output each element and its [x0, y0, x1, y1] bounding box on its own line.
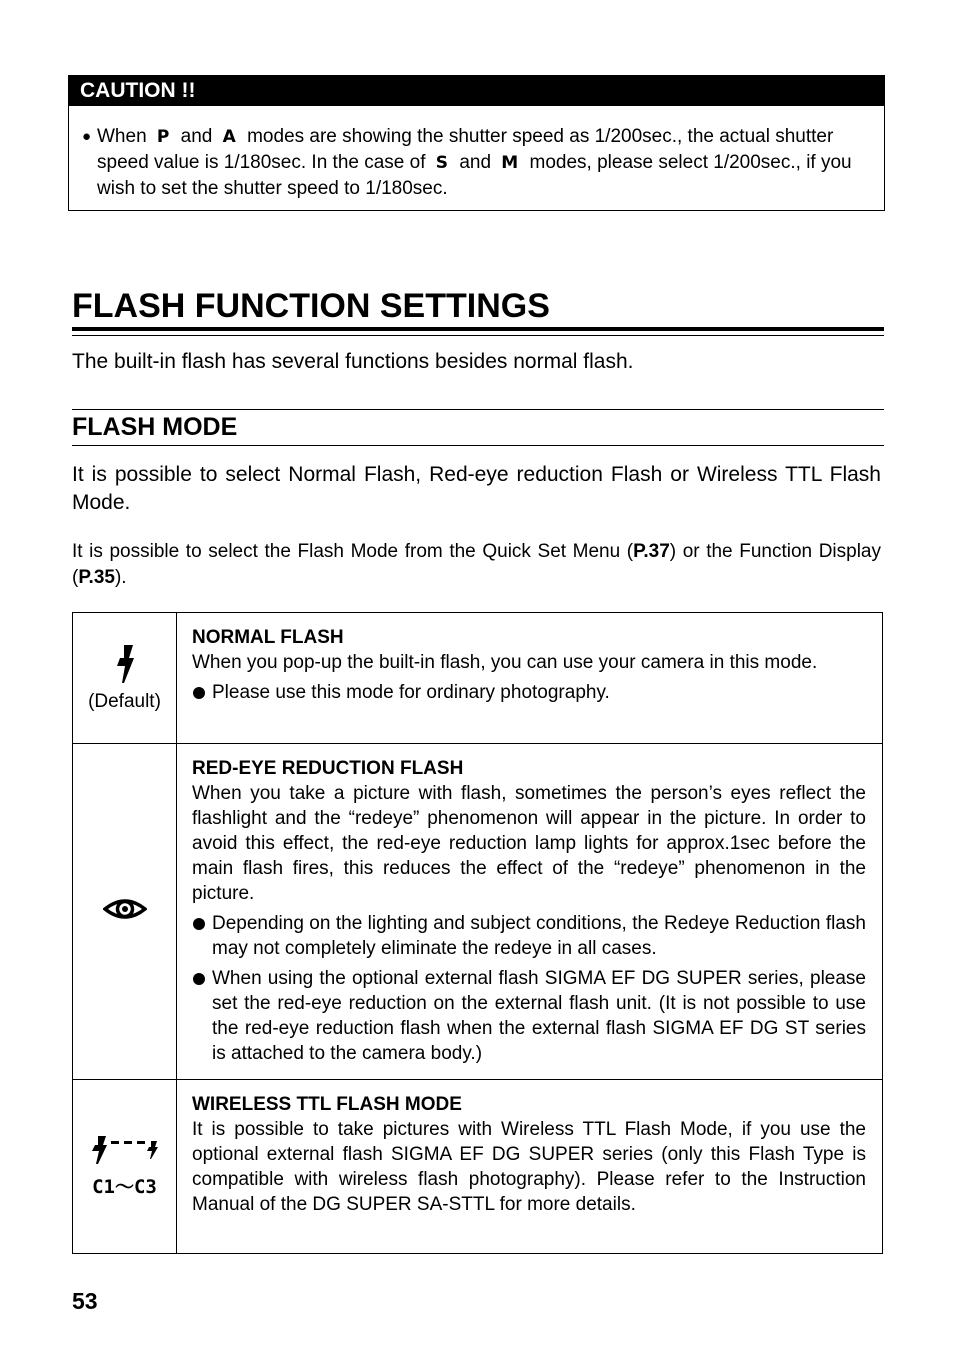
red-eye-icon [103, 896, 147, 922]
page-reference: P.35 [78, 567, 115, 588]
caution-box [68, 75, 885, 211]
channel-label: C1～C3 [92, 1175, 157, 1198]
subsection-title: FLASH MODE [72, 413, 238, 441]
mode-bullet: Depending on the lighting and subject conditions, the Redeye Reduction flash may not completely eliminate the redeye in all cases. [192, 911, 866, 961]
mode-description-cell [177, 613, 883, 744]
mode-icon-cell [73, 1080, 177, 1254]
mode-icon-cell [73, 744, 177, 1080]
wireless-flash-icon [89, 1135, 161, 1165]
table-row [73, 744, 883, 1080]
title-rule-thin [72, 335, 884, 336]
mode-m-symbol: M [501, 153, 520, 173]
caution-title: CAUTION !! [69, 76, 884, 106]
mode-title: RED-EYE REDUCTION FLASH [192, 758, 464, 779]
mode-s-symbol: S [435, 153, 450, 173]
mode-title: WIRELESS TTL FLASH MODE [192, 1094, 462, 1115]
mode-bullet: When using the optional external flash SIGMA EF DG SUPER series, please set the red-eye reduction on the external flash unit. (It is not possible to use the red-eye reduction flash when the external flash SIGMA EF DG ST series is attached to the camera body.) [192, 966, 866, 1066]
caution-text: ● When P and A modes are showing the shutter speed as 1/200sec., the actual shutter speed value is 1/180sec. In the case of S and M modes, please select 1/200sec., if you wish to set the shutter speed to 1/180sec. [82, 126, 852, 199]
default-label: (Default) [88, 690, 161, 712]
mode-icon-cell [73, 613, 177, 744]
bullet-icon: ● [82, 128, 92, 145]
flash-bolt-icon [113, 644, 137, 684]
mode-description-cell [177, 744, 883, 1080]
flash-mode-reference: It is possible to select the Flash Mode from the Quick Set Menu (P.37) or the Function Display (P.35). [72, 541, 881, 588]
intro-text: The built-in flash has several functions besides normal flash. [72, 350, 634, 373]
page-reference: P.37 [633, 541, 670, 562]
table-row [73, 1080, 883, 1254]
mode-title: NORMAL FLASH [192, 627, 344, 648]
table-row [73, 613, 883, 744]
subsection-rule-bottom [72, 445, 884, 446]
mode-text: When you take a picture with flash, sometimes the person’s eyes reflect the flashlight and the “redeye” phenomenon will appear in the picture. In order to avoid this effect, the red-eye reduction lamp lights for approx.1sec before the main flash fires, this reduces the effect of the “redeye” phenomenon in the picture. [192, 783, 866, 904]
flash-modes-table [72, 612, 883, 1254]
page-title: FLASH FUNCTION SETTINGS [72, 287, 550, 325]
title-rule [72, 327, 884, 331]
flash-mode-description: It is possible to select Normal Flash, Red-eye reduction Flash or Wireless TTL Flash Mode. [72, 463, 881, 514]
mode-a-symbol: A [222, 127, 237, 147]
subsection-rule-top [72, 409, 884, 410]
mode-p-symbol: P [156, 127, 171, 147]
mode-bullet: Please use this mode for ordinary photography. [192, 680, 866, 705]
mode-text: When you pop-up the built-in flash, you can use your camera in this mode. [192, 652, 818, 673]
page-number: 53 [72, 1288, 98, 1314]
mode-text: It is possible to take pictures with Wireless TTL Flash Mode, if you use the optional external flash SIGMA EF DG SUPER series (only this Flash Type is compatible with wireless flash photography). Please refer to the Instruction Manual of the DG SUPER SA-STTL for more details. [192, 1119, 866, 1215]
mode-description-cell [177, 1080, 883, 1254]
